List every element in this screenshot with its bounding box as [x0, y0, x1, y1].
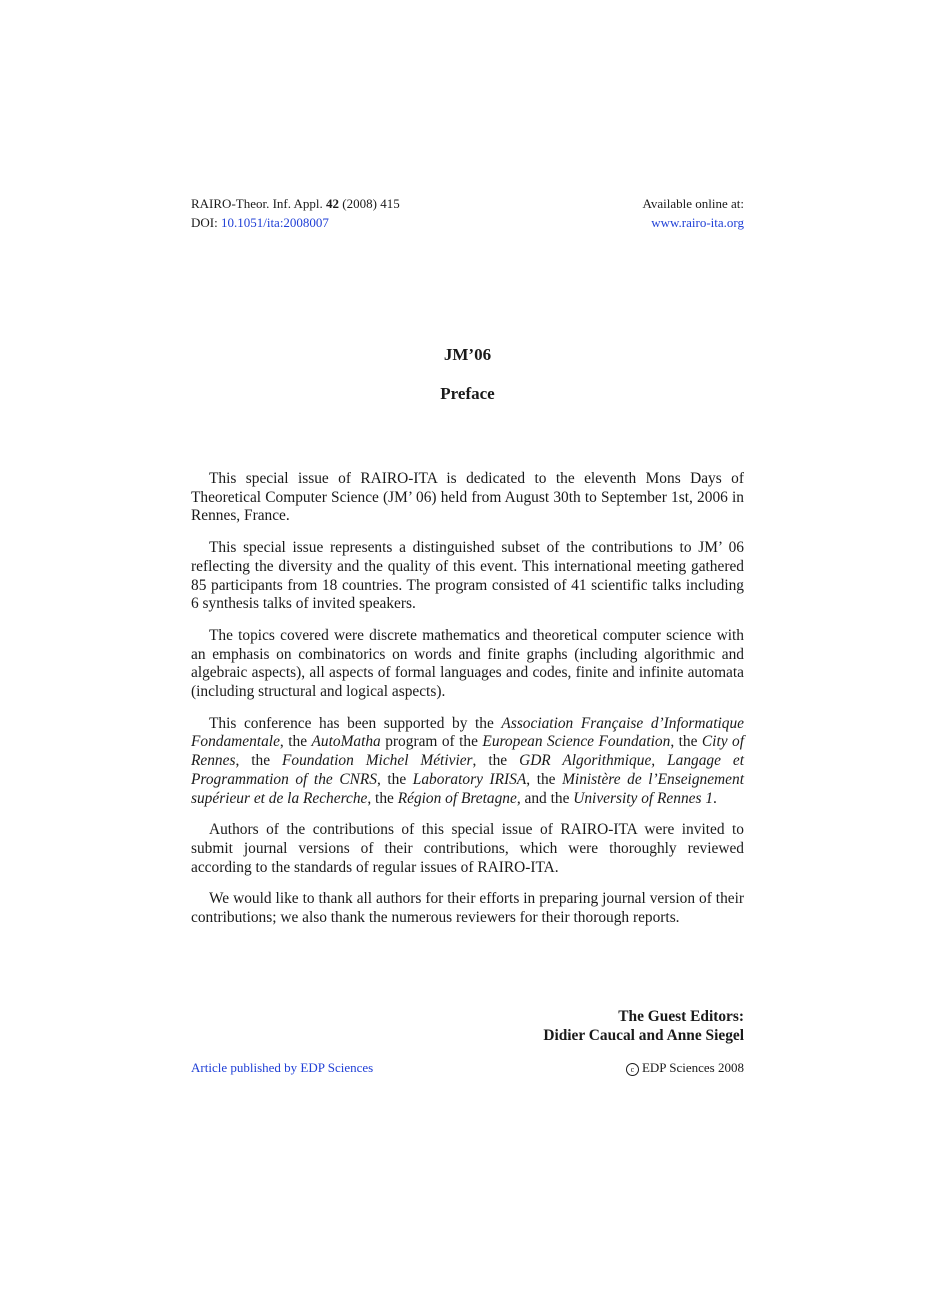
copyright-text: EDP Sciences 2008	[641, 1060, 744, 1075]
text-segment: , and the	[516, 789, 574, 807]
website-link[interactable]: www.rairo-ita.org	[651, 215, 744, 230]
text-segment: , the	[376, 770, 413, 788]
article-page	[191, 0, 744, 1316]
available-label: Available online at:	[642, 196, 744, 211]
text-segment: , the	[670, 733, 702, 751]
sponsor-afif: Association Française d’Informatique Fondamentale	[191, 714, 745, 751]
citation-line	[191, 194, 400, 213]
sponsor-univ-rennes: University of Rennes 1	[573, 789, 714, 807]
sponsor-esf: European Science Foundation	[482, 733, 671, 751]
journal-info	[191, 194, 400, 232]
journal-name: RAIRO-Theor. Inf. Appl.	[191, 196, 323, 211]
text-segment: This conference has been supported by the	[209, 714, 502, 732]
sponsor-metivier: Foundation Michel Métivier	[281, 752, 473, 770]
sponsor-gdr-alp: GDR Algorithmique, Langage et Programmation of the CNRS	[191, 752, 744, 788]
copyright-notice	[626, 1059, 744, 1077]
sponsor-city-rennes: City of Rennes	[191, 733, 744, 770]
doi-line	[191, 213, 400, 232]
signature-names: Didier Caucal and Anne Siegel	[543, 1027, 744, 1044]
article-body	[191, 470, 744, 941]
availability-info	[642, 194, 744, 232]
paragraph-intro: This special issue of RAIRO-ITA is dedicated to the eleventh Mons Days of Theoretical Computer Science (JM’ 06) held from August 30th to September 1st, 2006 in Rennes, France.	[191, 470, 744, 525]
text-segment: , the	[367, 789, 398, 807]
text-segment: , the	[472, 752, 520, 770]
paragraph-review: Authors of the contributions of this special issue of RAIRO-ITA were invited to submit journal versions of their contributions, which were thoroughly reviewed according to the standards of regular issues of RAIRO-ITA.	[191, 821, 744, 876]
text-segment: , the	[235, 752, 282, 770]
volume-number: 42	[326, 196, 340, 211]
paragraph-topics: The topics covered were discrete mathematics and theoretical computer science with an emphasis on combinatorics on words and finite graphs (including algorithmic and algebraic aspects), all aspects of formal languages and codes, finite and infinite automata (including structural and logical aspects).	[191, 626, 744, 701]
article-title: JM’06	[443, 345, 492, 364]
publisher-link[interactable]: Article published by EDP Sciences	[191, 1060, 374, 1075]
text-segment: .	[713, 789, 717, 807]
paragraph-thanks: We would like to thank all authors for their efforts in preparing journal version of their contributions; we also thank the numerous reviewers for their thorough reports.	[191, 890, 744, 927]
text-segment: , the	[279, 733, 312, 751]
sponsor-ministere: Ministère de l’Enseignement supérieur et de la Recherche	[191, 770, 744, 807]
sponsor-irisa: Laboratory IRISA	[412, 770, 527, 788]
sponsor-region-bretagne: Région of Bretagne	[397, 789, 517, 807]
year-pages: (2008) 415	[342, 196, 400, 211]
signature-block	[543, 1007, 744, 1045]
copyright-icon: c	[626, 1063, 639, 1076]
paragraph-support	[191, 715, 744, 809]
article-subtitle: Preface	[440, 384, 495, 403]
doi-link[interactable]: 10.1051/ita:2008007	[220, 215, 329, 230]
text-segment: program of the	[380, 733, 483, 751]
paragraph-subset: This special issue represents a distinguished subset of the contributions to JM’ 06 reflecting the diversity and the quality of this event. This international meeting gathered 85 participants from 18 countries. The program consisted of 41 scientific talks including 6 synthesis talks of invited speakers.	[191, 539, 744, 613]
sponsor-automatha: AutoMatha	[311, 733, 381, 751]
text-segment: , the	[526, 770, 563, 788]
doi-label: DOI:	[191, 215, 218, 230]
signature-role: The Guest Editors:	[618, 1008, 744, 1025]
